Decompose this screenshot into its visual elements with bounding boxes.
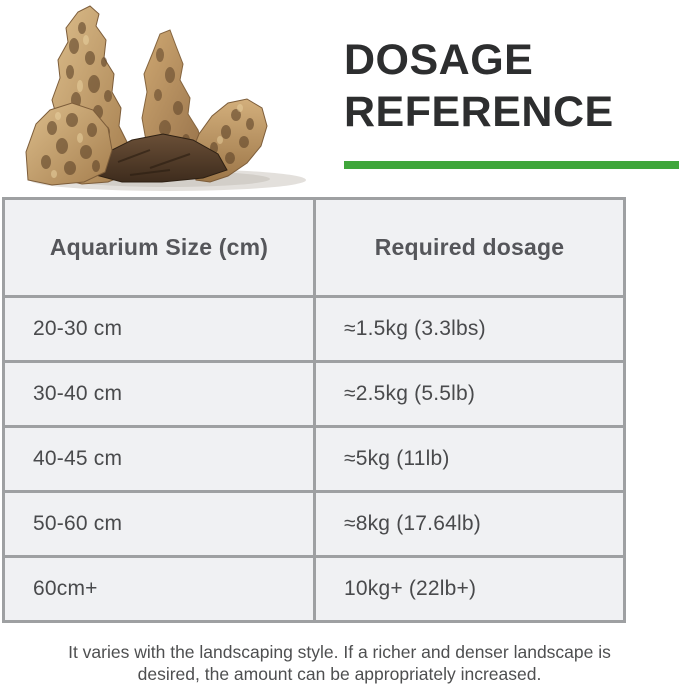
dragon-stone-rocks-image [0, 0, 332, 198]
size-cell: 40-45 cm [4, 427, 315, 492]
dosage-cell: 10kg+ (22lb+) [315, 557, 625, 622]
table-row [4, 297, 625, 362]
product-photo [0, 0, 332, 198]
dosage-cell: ≈5kg (11lb) [315, 427, 625, 492]
header-row [4, 199, 625, 297]
dosage-cell: ≈8kg (17.64lb) [315, 492, 625, 557]
table-row [4, 427, 625, 492]
column-header-required-dosage: Required dosage [315, 199, 625, 297]
dosage-table [2, 197, 626, 623]
size-cell: 20-30 cm [4, 297, 315, 362]
footer-note-line1: It varies with the landscaping style. If a richer and denser landscape is [68, 642, 611, 662]
column-header-aquarium-size: Aquarium Size (cm) [4, 199, 315, 297]
size-cell: 30-40 cm [4, 362, 315, 427]
table-row [4, 492, 625, 557]
size-cell: 60cm+ [4, 557, 315, 622]
table-row [4, 557, 625, 622]
table-row [4, 362, 625, 427]
footer-note-line2: desired, the amount can be appropriately increased. [137, 664, 542, 684]
dosage-cell: ≈2.5kg (5.5lb) [315, 362, 625, 427]
size-cell: 50-60 cm [4, 492, 315, 557]
dosage-cell: ≈1.5kg (3.3lbs) [315, 297, 625, 362]
page-title: DOSAGE REFERENCE [344, 36, 614, 136]
footer-note [0, 641, 679, 685]
title-underline-bar [344, 161, 679, 169]
